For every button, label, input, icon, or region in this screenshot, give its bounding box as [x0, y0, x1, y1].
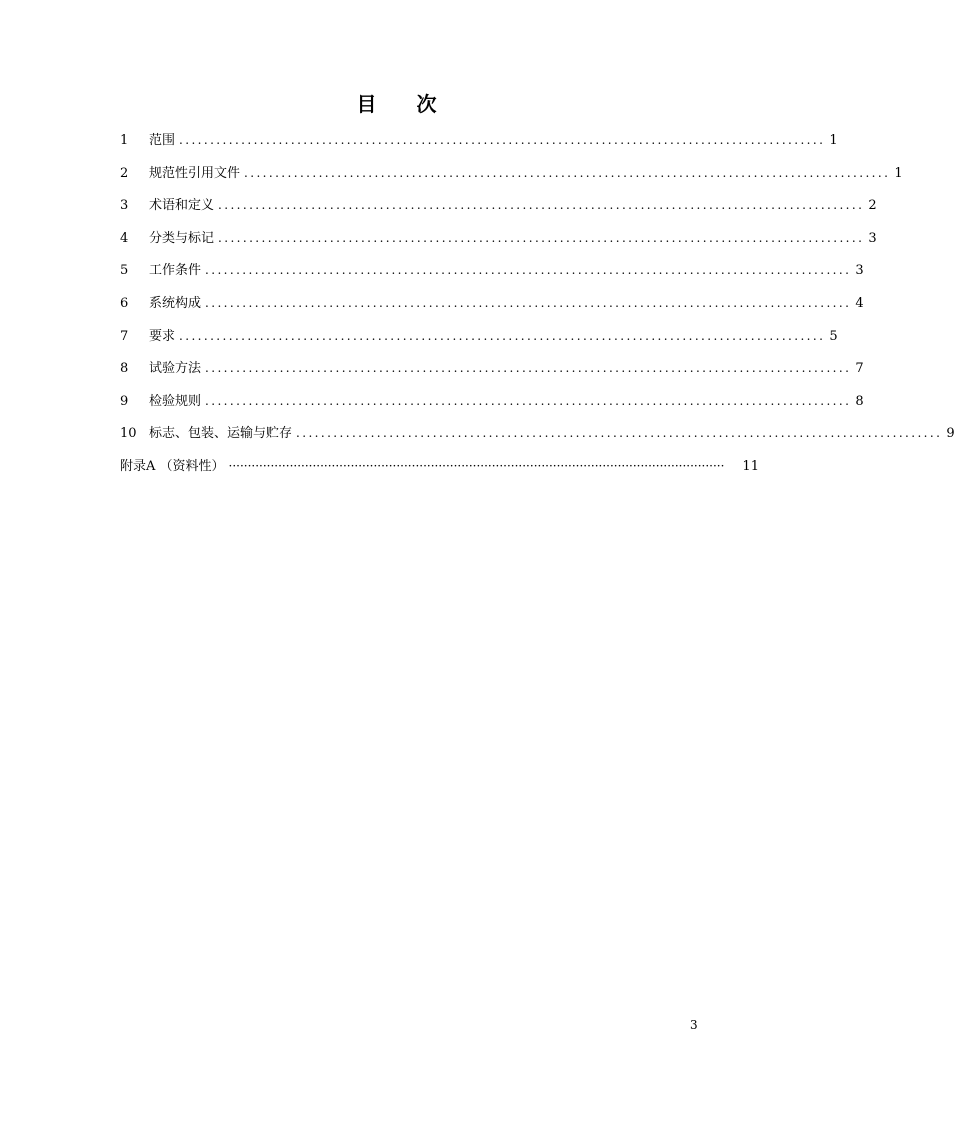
toc-entry-title: 分类与标记: [149, 230, 215, 246]
toc-entry-page: 7: [855, 361, 864, 377]
toc-entry-number: 5: [120, 263, 129, 279]
toc-entry-title: 标志、包装、运输与贮存: [149, 426, 293, 442]
toc-entry-number: 4: [120, 230, 129, 246]
toc-entry-title: 试验方法: [149, 361, 202, 377]
toc-leader-dots: ........................................................................................................: [179, 133, 826, 147]
toc-entry-appendix-a[interactable]: [120, 456, 759, 489]
toc-entry-8[interactable]: [120, 358, 864, 391]
toc-entry-10[interactable]: [120, 423, 955, 456]
toc-entry-title: 系统构成: [149, 295, 202, 311]
toc-entry-5[interactable]: [120, 260, 864, 293]
toc-entry-title: 范围: [149, 133, 176, 148]
toc-entry-page: 5: [829, 328, 838, 344]
toc-entry-title: 规范性引用文件: [149, 165, 241, 181]
toc-leader-dots: ........................................................................................................: [244, 165, 891, 180]
toc-leader-dots: ··································································································································: [228, 458, 725, 473]
toc-entry-number: 8: [120, 361, 129, 377]
toc-leader-dots: ........................................................................................................: [296, 426, 943, 441]
toc-leader-dots: ........................................................................................................: [205, 295, 852, 310]
toc-entry-number: 6: [120, 295, 129, 311]
toc-entry-title: 术语和定义: [149, 198, 215, 214]
toc-entry-7[interactable]: [120, 326, 838, 359]
toc-entry-number: 7: [120, 328, 129, 344]
toc-entry-page: 8: [855, 393, 864, 409]
table-of-contents: [120, 130, 955, 489]
toc-entry-title: 要求: [149, 328, 176, 344]
toc-entry-page: 4: [855, 295, 864, 311]
toc-entry-page: 1: [829, 133, 838, 148]
toc-leader-dots: ........................................................................................................: [205, 361, 852, 376]
toc-entry-number: 1: [120, 133, 129, 148]
toc-leader-dots: ........................................................................................................: [218, 198, 865, 213]
toc-entry-4[interactable]: [120, 228, 877, 261]
page-title: [0, 88, 793, 117]
toc-appendix-page: 11: [742, 458, 759, 474]
toc-entry-6[interactable]: [120, 293, 864, 326]
toc-entry-1[interactable]: [120, 130, 838, 163]
toc-entry-page: 3: [855, 263, 864, 279]
toc-entry-title: 检验规则: [149, 393, 202, 409]
toc-entry-number: 3: [120, 198, 129, 214]
title-part-2: 次: [416, 92, 437, 116]
toc-leader-dots: ........................................................................................................: [205, 263, 852, 278]
toc-entry-page: 3: [868, 230, 877, 246]
toc-appendix-title: 附录A （资料性）: [120, 458, 225, 474]
toc-entry-page: 2: [868, 198, 877, 214]
toc-entry-9[interactable]: [120, 391, 864, 424]
toc-entry-page: 9: [946, 426, 955, 442]
toc-entry-number: 10: [120, 426, 137, 442]
toc-entry-page: 1: [894, 165, 903, 181]
toc-entry-3[interactable]: [120, 195, 877, 228]
title-part-1: 目: [356, 92, 377, 116]
toc-entry-number: 9: [120, 393, 129, 409]
toc-entry-2[interactable]: [120, 163, 903, 196]
toc-leader-dots: ........................................................................................................: [218, 230, 865, 245]
toc-entry-number: 2: [120, 165, 129, 181]
page-number: 3: [690, 1018, 698, 1032]
toc-leader-dots: ........................................................................................................: [179, 328, 826, 343]
toc-leader-dots: ........................................................................................................: [205, 393, 852, 408]
toc-entry-title: 工作条件: [149, 263, 202, 279]
